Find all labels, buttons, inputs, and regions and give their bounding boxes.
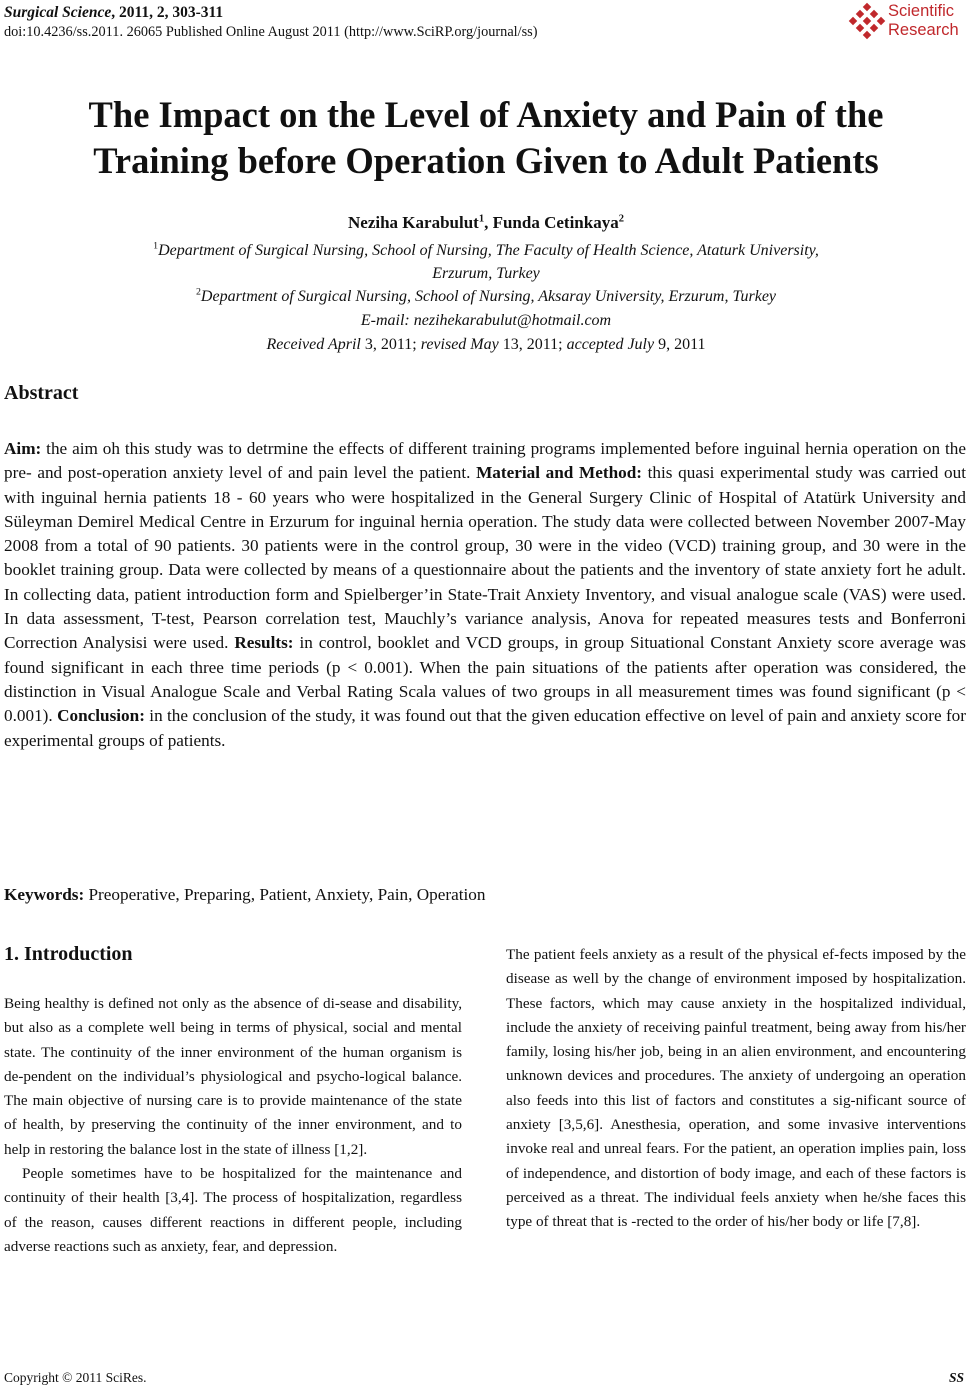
keywords-text: Preoperative, Preparing, Patient, Anxiety, Pain, Operation	[84, 885, 486, 904]
intro-paragraph-2: People sometimes have to be hospitalized for the maintenance and continuity of their health [3,4]. The process of hospitalization, regardless of the reason, causes different reactions in different people, including adverse reactions such as anxiety, fear, and depression.	[4, 1165, 462, 1255]
publisher-logo	[848, 2, 972, 44]
abstract-results-label: Results:	[234, 633, 294, 653]
intro-paragraph-1: Being healthy is defined not only as the absence of di-sease and disability, but also as a complete well being in terms of physical, social and mental state. The continuity of the inner environment of the human organism is de-pendent on the individual’s physiological and psycho-logical balance. The main objective of nursing care is to provide maintenance of the state of health, by preserving the continuity of the inner environment, and to help in restoring the balance lost in the state of illness [1,2].	[4, 995, 462, 1158]
abstract-method-label: Material and Method:	[476, 463, 643, 483]
affiliation-2: $^2$Department of Surgical Nursing, School of Nursing, Aksaray University, Erzurum, Turkey	[195, 286, 777, 305]
copyright: Copyright © 2011 SciRes.	[4, 1370, 147, 1385]
abstract-conclusion-label: Conclusion:	[57, 706, 145, 726]
abstract-body	[4, 437, 966, 753]
journal-name: Surgical Science	[4, 4, 112, 21]
logo-mark-icon	[848, 2, 886, 42]
title-line-2: Training before Operation Given to Adult Patients	[93, 140, 879, 181]
received-dates: Received April 3, 2011; revised May 13, 2011; accepted July 9, 2011	[266, 336, 706, 353]
keywords	[4, 885, 485, 905]
journal-citation	[4, 4, 223, 22]
journal-abbreviation: SS	[948, 1370, 964, 1385]
affiliation-1-line-2: Erzurum, Turkey	[432, 265, 540, 282]
journal-volume-pages: , 2011, 2, 303-311	[111, 4, 224, 21]
author-2: Funda Cetinkaya	[492, 213, 619, 232]
keywords-label: Keywords:	[4, 885, 85, 904]
author-1: Neziha Karabulut	[348, 213, 479, 232]
introduction-heading: 1. Introduction	[4, 943, 133, 965]
abstract-aim-label: Aim:	[4, 439, 42, 458]
author-separator: ,	[484, 213, 493, 232]
aff-2-sup: 2	[195, 286, 201, 298]
logo-line-1: Scientific	[888, 2, 955, 20]
left-column	[4, 992, 462, 1259]
doi-line: doi:10.4236/ss.2011. 26065 Published Online August 2011 (http://www.SciRP.org/journal/ss)	[4, 24, 538, 40]
intro-paragraph-3: The patient feels anxiety as a result of the physical ef-fects imposed by the disease as well by the change of environment imposed by hospitalization. These factors, which may cause anxiety in the hospitalized individual, include the anxiety of receiving painful treatment, being away from his/her family, losing his/her job, being in an alien environment, and encountering unknown devices and procedures. The anxiety of undergoing an operation also feeds into this list of factors and constitutes a sig-nificant source of anxiety [3,5,6]. Anesthesia, operation, and some invasive interventions invoke real and unreal fears. For the patient, an operation implies pain, loss of independence, and distortion of body image, and each of these factors is perceived as a threat. The individual feels anxiety when he/she faces this type of threat that is -rected to the order of his/her body or life [7,8].	[506, 946, 966, 1231]
author-list	[0, 213, 972, 233]
author-email: E-mail: nezihekarabulut@hotmail.com	[360, 312, 612, 329]
right-column	[506, 943, 966, 1235]
logo-line-2: Research	[888, 21, 959, 39]
author-1-affil-sup: 1	[478, 213, 485, 225]
abstract-heading: Abstract	[4, 382, 79, 404]
affiliation-1-line-1: $^1$Department of Surgical Nursing, School of Nursing, The Faculty of Health Science, Ataturk University,	[153, 240, 819, 259]
abstract-results-text: in control, booklet and VCD groups, in group Situational Constant Anxiety score average was found significant in each three time periods (p < 0.001). When the pain situations of the patients after operation was considered, the distinction in Visual Analogue Scale and Verbal Rating Scala values of two groups in all measurement times was found significant (p < 0.001).	[4, 633, 966, 726]
aff-1-sup: 1	[153, 240, 159, 252]
abstract-method-text: this quasi experimental study was carried out with inguinal hernia patients 18 - 60 years who were hospitalized in the General Surgery Clinic of Hospital of Atatürk University and Süleyman Demirel Medical Centre in Erzurum for inguinal hernia operation. The study data were collected between November 2007-May 2008 from a total of 90 patients. 30 patients were in the control group, 30 were in the video (VCD) training group, and 30 were in the booklet training group. Data were collected by means of a questionnaire about the patients and the inventory of state anxiety fort he adult. In collecting data, patient introduction form and Spielberger’in State-Trait Anxiety Inventory, and visual analogue scale (VAS) were used. In data assessment, T-test, Pearson correlation test, Mauchly’s variance analysis, Anova for repeated measures tests and Bonferroni Correction Analysisi were used.	[4, 463, 966, 653]
paper-title	[0, 92, 972, 184]
author-2-affil-sup: 2	[618, 213, 624, 225]
abstract-aim-text: the aim oh this study was to detrmine the effects of different training programs implemented before inguinal hernia operation on the pre- and post-operation anxiety level of and pain level the patient.	[4, 439, 966, 483]
logo-text	[888, 2, 959, 40]
abstract-conclusion-text: in the conclusion of the study, it was found out that the given education effective on level of pain and anxiety score for experimental groups of patients.	[4, 706, 966, 750]
title-line-1: The Impact on the Level of Anxiety and Pain of the	[88, 94, 884, 135]
